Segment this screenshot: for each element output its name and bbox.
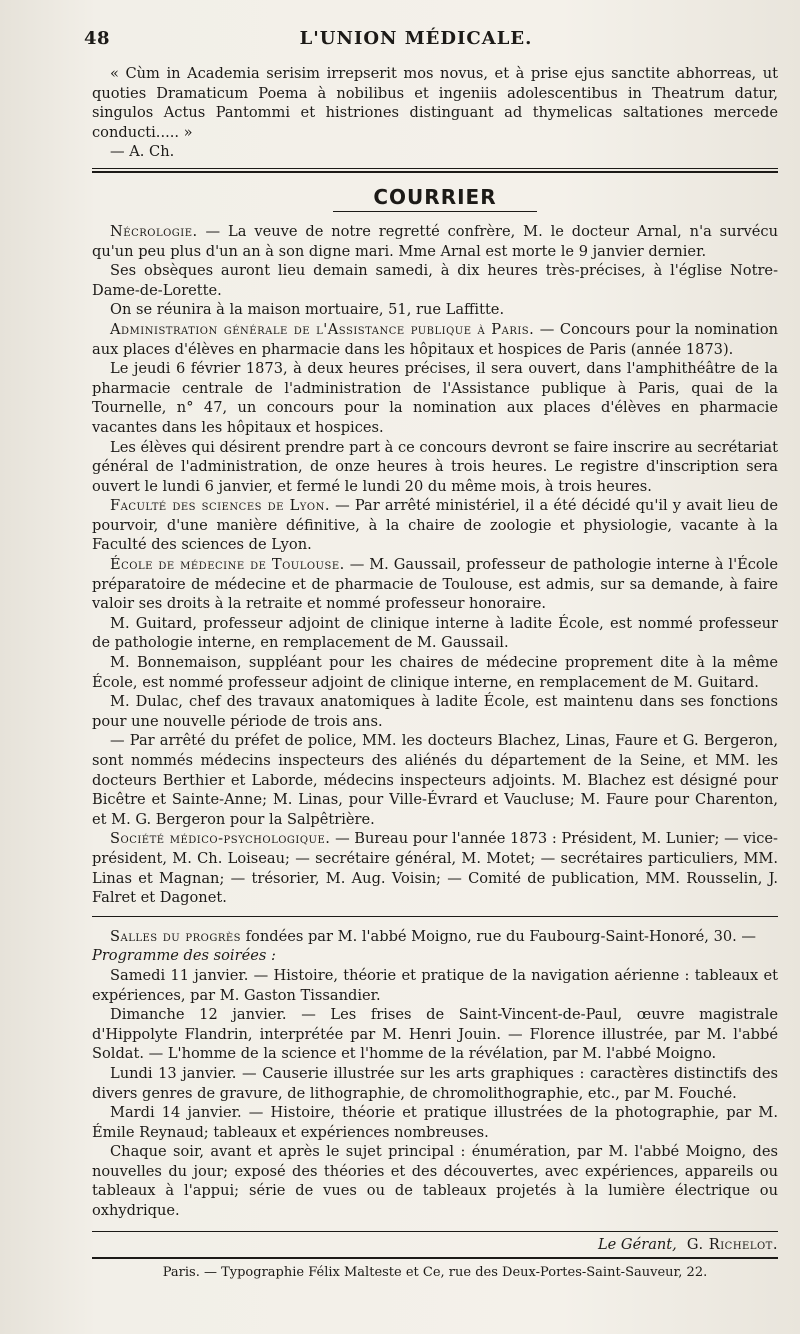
paragraph-text: Le jeudi 6 février 1873, à deux heures précises, il sera ouvert, dans l'amphithéâtre de la pharmacie centrale de l'administration de l'Assistance publique à Paris, quai de la Tournelle, n° 47, un concours pour la nomination aux places d'élèves en pharmacie vacantes dans les hôpitaux et hospices.: [92, 360, 778, 436]
paragraph-text: — M. Gaussail, professeur de pathologie interne à l'École préparatoire de médecine et de pharmacie de Toulouse, est admis, sur sa demande, à faire valoir ses droits à la retraite et nommé professeur honoraire.: [92, 556, 778, 613]
paragraph-text: — Bureau pour l'année 1873 : Président, M. Lunier; — vice-président, M. Ch. Loiseau; — secrétaire général, M. Motet; — secrétaires particuliers, MM. Linas et Magnan; — trésorier, M. Aug. Voisin; — Comité de publication, MM. Rousselin, J. Falret et Dagonet.: [92, 830, 778, 907]
page-number: 48: [84, 28, 111, 49]
paragraph-text: — Par arrêté du préfet de police, MM. les docteurs Blachez, Linas, Faure et G. Bergeron, sont nommés médecins inspecteurs des aliénés du département de la Seine, et MM. les docteurs Berthier et Laborde, médecins inspecteurs adjoints. M. Blachez est désigné pour Bicêtre et Sainte-Anne; M. Linas, pour Ville-Évrard et Vaucluse; M. Faure pour Charenton, et M. G. Bergeron pour la Salpêtrière.: [92, 732, 778, 828]
paragraph-text: M. Guitard, professeur adjoint de clinique interne à ladite École, est nommé professeur de pathologie interne, en remplacement de M. Gaussail.: [92, 614, 778, 652]
paragraph-lead: Nécrologie.: [110, 222, 198, 240]
paragraph-text: — Concours pour la nomination aux places d'élèves en pharmacie dans les hôpitaux et hospices de Paris (année 1873).: [92, 320, 779, 358]
paragraph: [92, 555, 778, 614]
programme-item: Dimanche 12 janvier. — Les frises de Saint-Vincent-de-Paul, œuvre magistrale d'Hippolyte Flandrin, interprétée par M. Henri Jouin. — Florence illustrée, par M. l'abbé Soldat. — L'homme de la science et l'homme de la révélation, par M. l'abbé Moigno.: [92, 1006, 778, 1063]
news-paragraphs: [92, 222, 778, 908]
quote-text: « Cùm in Academia serisim irrepserit mos novus, et à prise ejus sanctite abhorreas, ut quoties Dramaticum Poema à nobilibus et ingeniis adolescentibus in Theatrum datur, singulos Actus Pantommi et histriones distinguant ad thymelicas saltationes mercede conducti..... »: [92, 65, 778, 141]
paragraph: [92, 300, 778, 320]
paragraph-text: Ses obsèques auront lieu demain samedi, à dix heures très-précises, à l'église Notre-Dame-de-Lorette.: [92, 262, 778, 299]
paragraph-text: M. Dulac, chef des travaux anatomiques à ladite École, est maintenu dans ses fonctions pour une nouvelle période de trois ans.: [92, 693, 778, 730]
programme-heading: Programme des soirées :: [92, 947, 276, 965]
salles-intro-text: fondées par M. l'abbé Moigno, rue du Faubourg-Saint-Honoré, 30. —: [241, 927, 757, 945]
paragraph-text: — Par arrêté ministériel, il a été décidé qu'il y avait lieu de pourvoir, d'une manière définitive, à la chaire de zoologie et physiologie, vacante à la Faculté des sciences de Lyon.: [92, 497, 779, 554]
paragraph-lead: Société médico-psychologique.: [110, 830, 331, 848]
paragraph: [92, 438, 778, 497]
running-title: L'UNION MÉDICALE.: [299, 28, 533, 49]
paragraph: [92, 496, 778, 555]
quote-signature: — A. Ch.: [110, 143, 175, 161]
paragraph: [92, 359, 778, 437]
signature-line: [92, 1231, 778, 1253]
paragraph-lead: Faculté des sciences de Lyon.: [110, 497, 330, 515]
paragraph-lead: École de médecine de Toulouse.: [110, 556, 345, 574]
paragraph-text: M. Bonnemaison, suppléant pour les chaires de médecine proprement dite à la même École, est nommé professeur adjoint de clinique interne, en remplacement de M. Guitard.: [92, 654, 778, 691]
paragraph: [92, 829, 778, 907]
paragraph: [92, 261, 778, 300]
divider: [92, 916, 778, 917]
salles-intro: [92, 927, 778, 947]
paragraph: [92, 320, 778, 359]
programme-item: Mardi 14 janvier. — Histoire, théorie et pratique illustrées de la photographie, par M. Émile Reynaud; tableaux et expériences nombreuses.: [92, 1104, 778, 1141]
paragraph: [92, 653, 778, 692]
section-title: COURRIER: [333, 185, 536, 212]
page-header: [84, 28, 778, 54]
section-heading: [92, 185, 778, 212]
paragraph: [92, 222, 778, 261]
programme-item: Samedi 11 janvier. — Histoire, théorie et pratique de la navigation aérienne : tableaux et expériences, par M. Gaston Tissandier.: [92, 966, 778, 1004]
programme-item: Chaque soir, avant et après le sujet principal : énumération, par M. l'abbé Moigno, des nouvelles du jour; exposé des théories et des découvertes, avec expériences, appareils ou tableaux à l'appui; série de vues ou de tableaux projetés à la lumière électrique ou oxhydrique.: [92, 1143, 778, 1220]
paragraph-text: On se réunira à la maison mortuaire, 51, rue Laffitte.: [110, 301, 505, 319]
programme-item: Lundi 13 janvier. — Causerie illustrée sur les arts graphiques : caractères distinctifs des divers genres de gravure, de lithographie, de chromolithographie, etc., par M. Fouché.: [92, 1064, 778, 1102]
paragraph-text: — La veuve de notre regretté confrère, M. le docteur Arnal, n'a survécu qu'un peu plus d'un an à son digne mari. Mme Arnal est morte le 9 janvier dernier.: [92, 222, 778, 260]
section-divider: [92, 168, 778, 173]
footer-divider: [92, 1257, 778, 1259]
paragraph: [92, 692, 778, 731]
salles-du-progres: [92, 927, 778, 1221]
paragraph-text: Les élèves qui désirent prendre part à ce concours devront se faire inscrire au secrétariat général de l'administration, de onze heures à trois heures. Le registre d'inscription sera ouvert le lundi 6 janvier, et fermé le lundi 20 du même mois, à trois heures.: [92, 438, 778, 495]
gerant-label: Le Gérant,: [597, 1235, 677, 1253]
printer-footer: Paris. — Typographie Félix Malteste et Ce, rue des Deux-Portes-Saint-Sauveur, 22.: [162, 1264, 708, 1280]
paragraph: [92, 731, 778, 829]
paragraph-lead: Administration générale de l'Assistance publique à Paris.: [110, 320, 535, 338]
gerant-name: G. Richelot.: [686, 1235, 778, 1253]
paragraph: [92, 614, 778, 653]
latin-quote: [92, 64, 778, 162]
salles-lead: Salles du progrès: [110, 927, 241, 945]
